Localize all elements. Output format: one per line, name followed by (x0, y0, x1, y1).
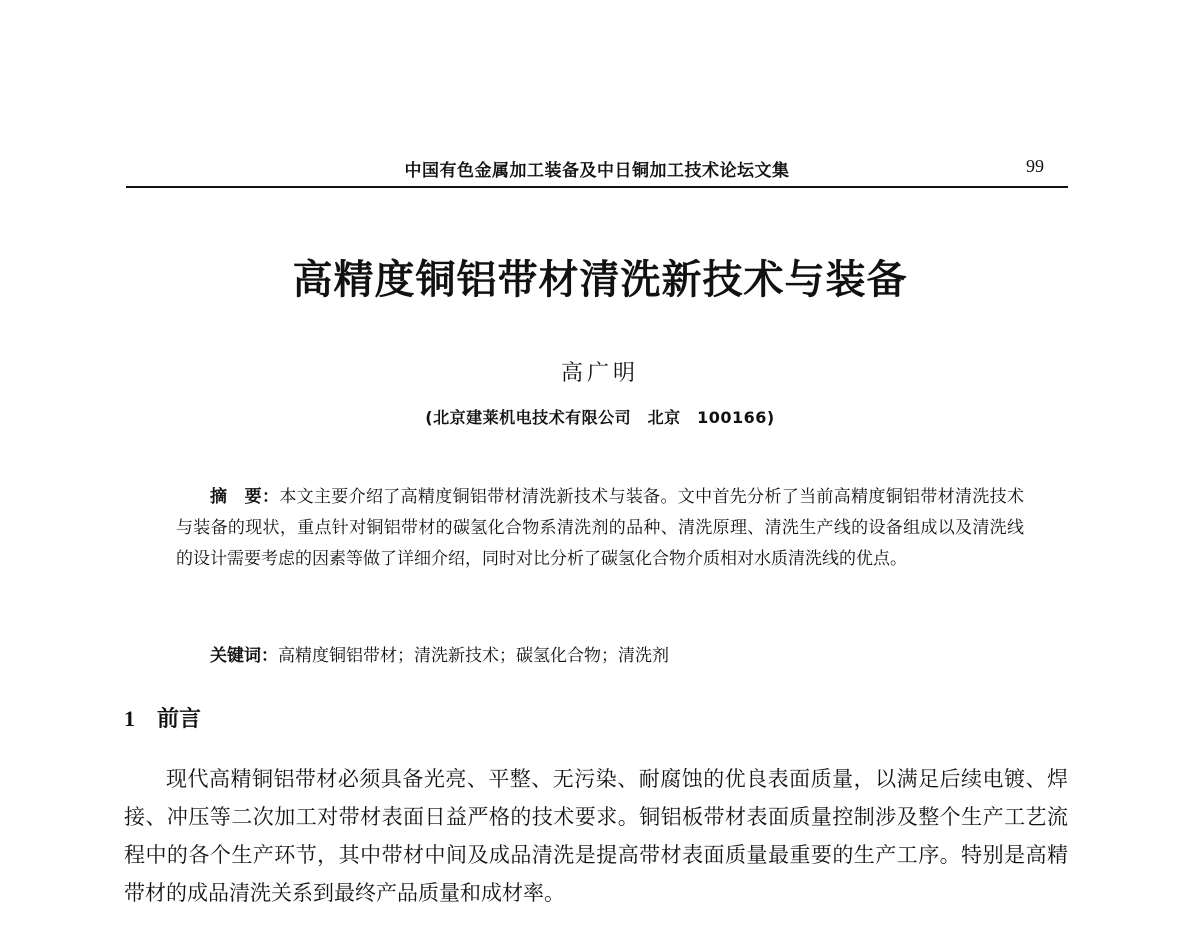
keywords-label: 关键词： (210, 646, 278, 666)
keywords-text: 高精度铜铝带材；清洗新技术；碳氢化合物；清洗剂 (278, 646, 669, 666)
abstract-paragraph (176, 482, 1024, 575)
author-name: 高广明 (560, 361, 639, 386)
section-body (124, 760, 1068, 912)
abstract (176, 482, 1024, 575)
abstract-label: 摘 要： (210, 487, 280, 507)
author-affiliation: (北京建莱机电技术有限公司 北京 100166) (425, 408, 775, 427)
section-title: 前言 (157, 707, 202, 732)
article-title: 高精度铜铝带材清洗新技术与装备 (292, 256, 908, 303)
running-header (126, 150, 1068, 188)
section-heading-introduction (124, 702, 201, 733)
abstract-text: 本文主要介绍了高精度铜铝带材清洗新技术与装备。文中首先分析了当前高精度铜铝带材清洗技术与装备的现状，重点针对铜铝带材的碳氢化合物系清洗剂的品种、清洗原理、清洗生产线的设备组成以及清洗线的设计需要考虑的因素等做了详细介绍，同时对比分析了碳氢化合物介质相对水质清洗线的优点。 (176, 487, 1025, 569)
section-number: 1 (124, 706, 135, 731)
running-title: 中国有色金属加工装备及中日铜加工技术论坛文集 (404, 161, 790, 181)
page-number: 99 (1026, 156, 1044, 176)
body-paragraph: 现代高精铜铝带材必须具备光亮、平整、无污染、耐腐蚀的优良表面质量，以满足后续电镀、焊接、冲压等二次加工对带材表面日益严格的技术要求。铜铝板带材表面质量控制涉及整个生产工艺流程中的各个生产环节，其中带材中间及成品清洗是提高带材表面质量最重要的生产工序。特别是高精带材的成品清洗关系到最终产品质量和成材率。 (124, 767, 1068, 905)
keywords (176, 641, 1024, 672)
